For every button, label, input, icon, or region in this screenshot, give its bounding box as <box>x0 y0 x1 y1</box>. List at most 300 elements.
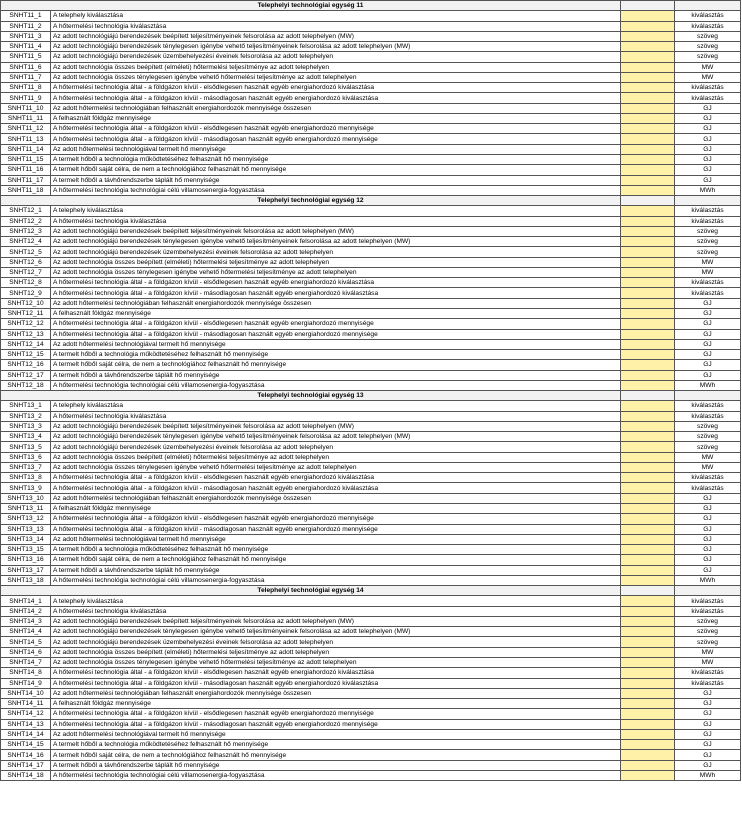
value-input-cell[interactable] <box>621 740 675 750</box>
table-row <box>1 360 741 370</box>
row-description: Az adott technológiájú berendezések ténylegesen igénybe vehető teljesítményeinek felsorolása az adott telephelyen (MW) <box>51 432 621 442</box>
row-code: SNHT12_7 <box>1 267 51 277</box>
row-description: Az adott technológia összes beépített (elméleti) hőtermelési teljesítménye az adott telephelyen <box>51 647 621 657</box>
row-code: SNHT11_14 <box>1 144 51 154</box>
row-code: SNHT12_3 <box>1 226 51 236</box>
row-unit: GJ <box>675 760 741 770</box>
table-row <box>1 534 741 544</box>
row-unit: kiválasztás <box>675 401 741 411</box>
value-input-cell[interactable] <box>621 411 675 421</box>
row-code: SNHT13_14 <box>1 534 51 544</box>
row-unit: GJ <box>675 124 741 134</box>
value-input-cell[interactable] <box>621 545 675 555</box>
row-code: SNHT12_9 <box>1 288 51 298</box>
value-input-cell[interactable] <box>621 483 675 493</box>
value-input-cell[interactable] <box>621 616 675 626</box>
row-description: Az adott technológiájú berendezések üzembehelyezési éveinek felsorolása az adott telephelyen <box>51 442 621 452</box>
table-row <box>1 113 741 123</box>
row-description: A telephely kiválasztása <box>51 11 621 21</box>
value-input-cell[interactable] <box>621 72 675 82</box>
row-code: SNHT12_11 <box>1 308 51 318</box>
header-unit-cell <box>675 1 741 11</box>
row-description: Az adott technológia összes ténylegesen igénybe vehető hőtermelési teljesítménye az adott telephelyen <box>51 72 621 82</box>
table-row <box>1 709 741 719</box>
value-input-cell[interactable] <box>621 709 675 719</box>
row-unit: kiválasztás <box>675 473 741 483</box>
row-unit: kiválasztás <box>675 411 741 421</box>
table-row <box>1 257 741 267</box>
value-input-cell[interactable] <box>621 473 675 483</box>
row-unit: kiválasztás <box>675 11 741 21</box>
table-row <box>1 62 741 72</box>
row-code: SNHT12_16 <box>1 360 51 370</box>
value-input-cell[interactable] <box>621 350 675 360</box>
row-unit: szöveg <box>675 616 741 626</box>
row-code: SNHT12_17 <box>1 370 51 380</box>
value-input-cell[interactable] <box>621 288 675 298</box>
row-description: A hőtermelési technológia által - a földgázon kívül - elsődlegesen használt egyéb energiahordozó mennyisége <box>51 319 621 329</box>
table-row <box>1 462 741 472</box>
table-row <box>1 175 741 185</box>
value-input-cell[interactable] <box>621 226 675 236</box>
value-input-cell[interactable] <box>621 493 675 503</box>
row-unit: GJ <box>675 524 741 534</box>
row-code: SNHT11_18 <box>1 185 51 195</box>
row-unit: GJ <box>675 175 741 185</box>
row-description: Az adott technológiájú berendezések beépített teljesítményeinek felsorolása az adott telephelyen (MW) <box>51 421 621 431</box>
row-code: SNHT11_15 <box>1 154 51 164</box>
row-description: Az adott hőtermelési technológiában felhasznált energiahordozók mennyisége összesen <box>51 688 621 698</box>
row-code: SNHT13_10 <box>1 493 51 503</box>
value-input-cell[interactable] <box>621 175 675 185</box>
table-row <box>1 565 741 575</box>
row-code: SNHT13_8 <box>1 473 51 483</box>
row-description: A hőtermelési technológia által - a földgázon kívül - elsődlegesen használt egyéb energiahordozó mennyisége <box>51 124 621 134</box>
row-code: SNHT14_16 <box>1 750 51 760</box>
value-input-cell[interactable] <box>621 524 675 534</box>
table-row <box>1 699 741 709</box>
table-row <box>1 514 741 524</box>
row-unit: GJ <box>675 709 741 719</box>
row-unit: kiválasztás <box>675 606 741 616</box>
row-unit: GJ <box>675 514 741 524</box>
row-code: SNHT14_17 <box>1 760 51 770</box>
row-description: A hőtermelési technológia kiválasztása <box>51 216 621 226</box>
row-description: Az adott technológia összes beépített (elméleti) hőtermelési teljesítménye az adott telephelyen <box>51 452 621 462</box>
row-unit: GJ <box>675 350 741 360</box>
row-description: A hőtermelési technológia által - a földgázon kívül - elsődlegesen használt egyéb energiahordozó mennyisége <box>51 514 621 524</box>
row-unit: MW <box>675 62 741 72</box>
row-unit: MWh <box>675 185 741 195</box>
row-description: A telephely kiválasztása <box>51 206 621 216</box>
value-input-cell[interactable] <box>621 575 675 585</box>
table-row <box>1 11 741 21</box>
value-input-cell[interactable] <box>621 42 675 52</box>
row-code: SNHT12_5 <box>1 247 51 257</box>
value-input-cell[interactable] <box>621 339 675 349</box>
table-row <box>1 401 741 411</box>
value-input-cell[interactable] <box>621 62 675 72</box>
table-row <box>1 432 741 442</box>
row-description: Az adott technológiájú berendezések beépített teljesítményeinek felsorolása az adott telephelyen (MW) <box>51 31 621 41</box>
value-input-cell[interactable] <box>621 134 675 144</box>
value-input-cell[interactable] <box>621 380 675 390</box>
table-row <box>1 93 741 103</box>
value-input-cell[interactable] <box>621 185 675 195</box>
value-input-cell[interactable] <box>621 370 675 380</box>
value-input-cell[interactable] <box>621 729 675 739</box>
value-input-cell[interactable] <box>621 247 675 257</box>
row-code: SNHT14_6 <box>1 647 51 657</box>
header-unit-cell <box>675 586 741 596</box>
row-unit: GJ <box>675 154 741 164</box>
value-input-cell[interactable] <box>621 770 675 780</box>
table-row <box>1 545 741 555</box>
row-unit: szöveg <box>675 442 741 452</box>
row-code: SNHT14_13 <box>1 719 51 729</box>
table-row <box>1 473 741 483</box>
value-input-cell[interactable] <box>621 688 675 698</box>
value-input-cell[interactable] <box>621 93 675 103</box>
value-input-cell[interactable] <box>621 206 675 216</box>
row-unit: GJ <box>675 719 741 729</box>
section-title: Telephelyi technológiai egység 14 <box>1 586 621 596</box>
row-code: SNHT13_1 <box>1 401 51 411</box>
section-header-row <box>1 1 741 11</box>
row-unit: kiválasztás <box>675 288 741 298</box>
value-input-cell[interactable] <box>621 278 675 288</box>
row-description: Az adott technológiájú berendezések ténylegesen igénybe vehető teljesítményeinek felsorolása az adott telephelyen (MW) <box>51 42 621 52</box>
row-unit: MWh <box>675 380 741 390</box>
value-input-cell[interactable] <box>621 267 675 277</box>
row-unit: MW <box>675 72 741 82</box>
table-row <box>1 606 741 616</box>
row-unit: MW <box>675 658 741 668</box>
row-code: SNHT13_3 <box>1 421 51 431</box>
row-description: A telephely kiválasztása <box>51 401 621 411</box>
value-input-cell[interactable] <box>621 21 675 31</box>
value-input-cell[interactable] <box>621 647 675 657</box>
row-unit: kiválasztás <box>675 216 741 226</box>
table-row <box>1 668 741 678</box>
row-code: SNHT11_5 <box>1 52 51 62</box>
table-row <box>1 329 741 339</box>
row-unit: GJ <box>675 565 741 575</box>
value-input-cell[interactable] <box>621 442 675 452</box>
table-row <box>1 72 741 82</box>
row-description: A hőtermelési technológia által - a földgázon kívül - elsődlegesen használt egyéb energiahordozó kiválasztása <box>51 278 621 288</box>
value-input-cell[interactable] <box>621 452 675 462</box>
row-description: Az adott technológia összes beépített (elméleti) hőtermelési teljesítménye az adott telephelyen <box>51 62 621 72</box>
header-input-cell <box>621 196 675 206</box>
table-row <box>1 134 741 144</box>
table-row <box>1 350 741 360</box>
table-row <box>1 52 741 62</box>
row-code: SNHT11_6 <box>1 62 51 72</box>
table-row <box>1 658 741 668</box>
table-row <box>1 226 741 236</box>
row-unit: GJ <box>675 688 741 698</box>
row-code: SNHT12_15 <box>1 350 51 360</box>
row-unit: szöveg <box>675 247 741 257</box>
value-input-cell[interactable] <box>621 565 675 575</box>
value-input-cell[interactable] <box>621 750 675 760</box>
row-description: A hőtermelési technológia által - a földgázon kívül - másodlagosan használt egyéb energiahordozó mennyisége <box>51 134 621 144</box>
row-code: SNHT12_14 <box>1 339 51 349</box>
row-description: Az adott hőtermelési technológiában felhasznált energiahordozók mennyisége összesen <box>51 298 621 308</box>
table-row <box>1 729 741 739</box>
value-input-cell[interactable] <box>621 216 675 226</box>
row-code: SNHT12_1 <box>1 206 51 216</box>
row-code: SNHT14_2 <box>1 606 51 616</box>
value-input-cell[interactable] <box>621 555 675 565</box>
row-description: Az adott technológiájú berendezések beépített teljesítményeinek felsorolása az adott telephelyen (MW) <box>51 226 621 236</box>
value-input-cell[interactable] <box>621 678 675 688</box>
value-input-cell[interactable] <box>621 432 675 442</box>
row-description: A felhasznált földgáz mennyisége <box>51 699 621 709</box>
value-input-cell[interactable] <box>621 319 675 329</box>
row-unit: kiválasztás <box>675 678 741 688</box>
row-description: Az adott technológiájú berendezések üzembehelyezési éveinek felsorolása az adott telephelyen <box>51 637 621 647</box>
section-header-row <box>1 196 741 206</box>
row-code: SNHT11_4 <box>1 42 51 52</box>
row-code: SNHT11_10 <box>1 103 51 113</box>
row-description: A hőtermelési technológia által - a földgázon kívül - elsődlegesen használt egyéb energiahordozó kiválasztása <box>51 668 621 678</box>
row-code: SNHT14_8 <box>1 668 51 678</box>
value-input-cell[interactable] <box>621 83 675 93</box>
row-code: SNHT14_9 <box>1 678 51 688</box>
row-description: Az adott technológia összes ténylegesen igénybe vehető hőtermelési teljesítménye az adott telephelyen <box>51 267 621 277</box>
row-description: A hőtermelési technológia kiválasztása <box>51 21 621 31</box>
row-unit: GJ <box>675 144 741 154</box>
table-row <box>1 616 741 626</box>
row-description: A hőtermelési technológia kiválasztása <box>51 606 621 616</box>
row-description: A termelt hőből a technológia működtetéséhez felhasznált hő mennyisége <box>51 740 621 750</box>
value-input-cell[interactable] <box>621 699 675 709</box>
table-row <box>1 596 741 606</box>
value-input-cell[interactable] <box>621 719 675 729</box>
row-unit: MW <box>675 452 741 462</box>
row-code: SNHT13_2 <box>1 411 51 421</box>
row-unit: szöveg <box>675 637 741 647</box>
row-code: SNHT11_17 <box>1 175 51 185</box>
table-row <box>1 770 741 780</box>
row-code: SNHT13_13 <box>1 524 51 534</box>
row-code: SNHT13_9 <box>1 483 51 493</box>
row-description: Az adott hőtermelési technológiával termelt hő mennyisége <box>51 729 621 739</box>
section-title: Telephelyi technológiai egység 12 <box>1 196 621 206</box>
value-input-cell[interactable] <box>621 668 675 678</box>
row-unit: GJ <box>675 729 741 739</box>
table-row <box>1 750 741 760</box>
row-unit: MW <box>675 257 741 267</box>
table-row <box>1 298 741 308</box>
table-row <box>1 206 741 216</box>
row-code: SNHT11_11 <box>1 113 51 123</box>
row-description: Az adott hőtermelési technológiával termelt hő mennyisége <box>51 144 621 154</box>
table-row <box>1 247 741 257</box>
value-input-cell[interactable] <box>621 144 675 154</box>
value-input-cell[interactable] <box>621 31 675 41</box>
value-input-cell[interactable] <box>621 257 675 267</box>
value-input-cell[interactable] <box>621 52 675 62</box>
value-input-cell[interactable] <box>621 124 675 134</box>
row-unit: GJ <box>675 319 741 329</box>
row-description: A hőtermelési technológia által - a földgázon kívül - másodlagosan használt egyéb energiahordozó kiválasztása <box>51 288 621 298</box>
table-body <box>1 1 741 781</box>
table-row <box>1 31 741 41</box>
header-input-cell <box>621 586 675 596</box>
value-input-cell[interactable] <box>621 165 675 175</box>
row-description: A hőtermelési technológia által - a földgázon kívül - elsődlegesen használt egyéb energiahordozó mennyisége <box>51 709 621 719</box>
row-unit: GJ <box>675 750 741 760</box>
row-code: SNHT12_10 <box>1 298 51 308</box>
table-row <box>1 308 741 318</box>
row-code: SNHT11_9 <box>1 93 51 103</box>
value-input-cell[interactable] <box>621 514 675 524</box>
row-unit: kiválasztás <box>675 93 741 103</box>
value-input-cell[interactable] <box>621 401 675 411</box>
row-unit: GJ <box>675 534 741 544</box>
section-title: Telephelyi technológiai egység 11 <box>1 1 621 11</box>
row-unit: MWh <box>675 575 741 585</box>
value-input-cell[interactable] <box>621 298 675 308</box>
row-code: SNHT12_8 <box>1 278 51 288</box>
row-description: A hőtermelési technológia technológiai célú villamosenergia-fogyasztása <box>51 380 621 390</box>
row-code: SNHT13_18 <box>1 575 51 585</box>
row-description: A termelt hőből a technológia működtetéséhez felhasznált hő mennyisége <box>51 545 621 555</box>
table-row <box>1 555 741 565</box>
value-input-cell[interactable] <box>621 596 675 606</box>
table-row <box>1 288 741 298</box>
row-unit: szöveg <box>675 237 741 247</box>
table-row <box>1 688 741 698</box>
value-input-cell[interactable] <box>621 504 675 514</box>
section-header-row <box>1 586 741 596</box>
value-input-cell[interactable] <box>621 154 675 164</box>
row-description: A hőtermelési technológia által - a földgázon kívül - másodlagosan használt egyéb energiahordozó kiválasztása <box>51 678 621 688</box>
row-code: SNHT11_12 <box>1 124 51 134</box>
row-unit: MW <box>675 267 741 277</box>
row-description: Az adott technológia összes beépített (elméleti) hőtermelési teljesítménye az adott telephelyen <box>51 257 621 267</box>
table-row <box>1 267 741 277</box>
section-header-row <box>1 391 741 401</box>
row-description: A hőtermelési technológia technológiai célú villamosenergia-fogyasztása <box>51 185 621 195</box>
row-unit: GJ <box>675 545 741 555</box>
table-row <box>1 319 741 329</box>
row-unit: GJ <box>675 555 741 565</box>
row-code: SNHT12_2 <box>1 216 51 226</box>
row-code: SNHT14_11 <box>1 699 51 709</box>
row-unit: kiválasztás <box>675 483 741 493</box>
row-unit: GJ <box>675 699 741 709</box>
value-input-cell[interactable] <box>621 237 675 247</box>
row-unit: GJ <box>675 298 741 308</box>
table-row <box>1 216 741 226</box>
row-description: Az adott hőtermelési technológiával termelt hő mennyisége <box>51 534 621 544</box>
row-unit: GJ <box>675 493 741 503</box>
header-unit-cell <box>675 196 741 206</box>
row-description: A telephely kiválasztása <box>51 596 621 606</box>
table-row <box>1 83 741 93</box>
value-input-cell[interactable] <box>621 462 675 472</box>
value-input-cell[interactable] <box>621 606 675 616</box>
row-unit: MW <box>675 462 741 472</box>
row-description: A hőtermelési technológia kiválasztása <box>51 411 621 421</box>
row-code: SNHT14_18 <box>1 770 51 780</box>
value-input-cell[interactable] <box>621 760 675 770</box>
row-description: A termelt hőből a technológia működtetéséhez felhasznált hő mennyisége <box>51 350 621 360</box>
row-code: SNHT11_1 <box>1 11 51 21</box>
row-unit: GJ <box>675 339 741 349</box>
row-unit: szöveg <box>675 627 741 637</box>
row-description: A felhasznált földgáz mennyisége <box>51 308 621 318</box>
table-row <box>1 21 741 31</box>
row-code: SNHT13_11 <box>1 504 51 514</box>
row-unit: kiválasztás <box>675 21 741 31</box>
value-input-cell[interactable] <box>621 534 675 544</box>
row-description: A hőtermelési technológia technológiai célú villamosenergia-fogyasztása <box>51 770 621 780</box>
table-row <box>1 124 741 134</box>
row-description: A hőtermelési technológia által - a földgázon kívül - másodlagosan használt egyéb energiahordozó kiválasztása <box>51 93 621 103</box>
row-code: SNHT12_4 <box>1 237 51 247</box>
row-code: SNHT12_13 <box>1 329 51 339</box>
table-row <box>1 339 741 349</box>
value-input-cell[interactable] <box>621 637 675 647</box>
row-unit: szöveg <box>675 432 741 442</box>
row-description: A termelt hőből a távhőrendszerbe táplált hő mennyisége <box>51 565 621 575</box>
row-unit: GJ <box>675 113 741 123</box>
row-code: SNHT14_10 <box>1 688 51 698</box>
row-unit: szöveg <box>675 31 741 41</box>
row-description: A hőtermelési technológia által - a földgázon kívül - elsődlegesen használt egyéb energiahordozó kiválasztása <box>51 473 621 483</box>
row-description: A termelt hőből a technológia működtetéséhez felhasznált hő mennyisége <box>51 154 621 164</box>
row-unit: GJ <box>675 329 741 339</box>
value-input-cell[interactable] <box>621 627 675 637</box>
value-input-cell[interactable] <box>621 360 675 370</box>
row-code: SNHT11_16 <box>1 165 51 175</box>
value-input-cell[interactable] <box>621 658 675 668</box>
row-code: SNHT14_3 <box>1 616 51 626</box>
value-input-cell[interactable] <box>621 329 675 339</box>
row-code: SNHT11_13 <box>1 134 51 144</box>
table-row <box>1 452 741 462</box>
value-input-cell[interactable] <box>621 103 675 113</box>
row-unit: MWh <box>675 770 741 780</box>
value-input-cell[interactable] <box>621 113 675 123</box>
row-code: SNHT13_12 <box>1 514 51 524</box>
row-description: A hőtermelési technológia technológiai célú villamosenergia-fogyasztása <box>51 575 621 585</box>
row-code: SNHT11_7 <box>1 72 51 82</box>
row-unit: kiválasztás <box>675 83 741 93</box>
table-row <box>1 103 741 113</box>
table-row <box>1 627 741 637</box>
table-row <box>1 165 741 175</box>
table-row <box>1 483 741 493</box>
value-input-cell[interactable] <box>621 11 675 21</box>
row-unit: szöveg <box>675 42 741 52</box>
row-description: A hőtermelési technológia által - a földgázon kívül - elsődlegesen használt egyéb energiahordozó kiválasztása <box>51 83 621 93</box>
row-code: SNHT14_1 <box>1 596 51 606</box>
table-row <box>1 493 741 503</box>
row-description: A termelt hőből a távhőrendszerbe táplált hő mennyisége <box>51 370 621 380</box>
row-description: Az adott technológiájú berendezések üzembehelyezési éveinek felsorolása az adott telephelyen <box>51 52 621 62</box>
value-input-cell[interactable] <box>621 308 675 318</box>
row-unit: MW <box>675 647 741 657</box>
value-input-cell[interactable] <box>621 421 675 431</box>
table-row <box>1 740 741 750</box>
table-row <box>1 719 741 729</box>
